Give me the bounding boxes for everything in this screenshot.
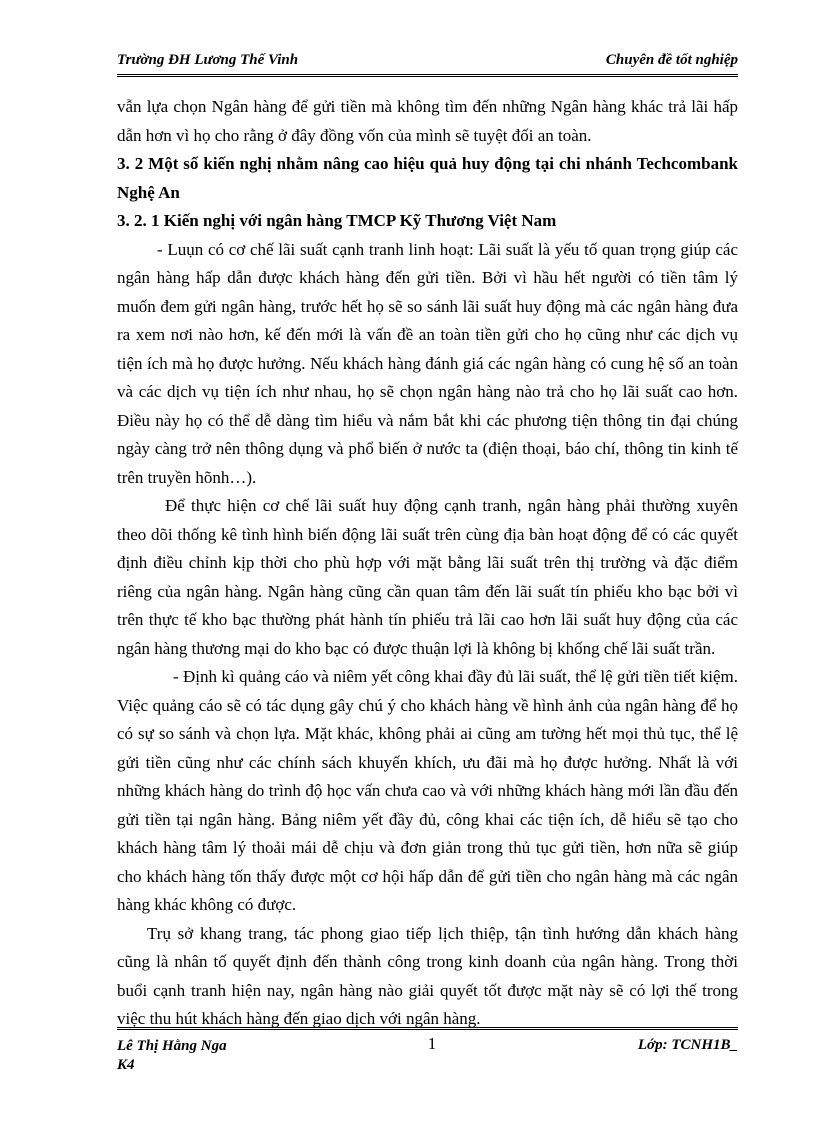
- author-name: Lê Thị Hằng Nga: [117, 1038, 227, 1054]
- paragraph-advertising: - Định kì quảng cáo và niêm yết công khai đầy đủ lãi suất, thể lệ gửi tiền tiết kiệm. Việc quảng cáo sẽ có tác dụng gây chú ý cho khách hàng về hình ảnh của ngân hàng để họ có sự so sánh và chọn lựa. Mặt khác, không phải ai cũng am tường hết mọi thủ tục, thể lệ gửi tiền cũng như các chính sách khuyến khích, ưu đãi mà họ được hưởng. Nhất là với những khách hàng do trình độ học vấn chưa cao và với những khách hàng mới lần đầu đến gửi tiền tại ngân hàng. Bảng niêm yết đầy đủ, công khai các tiện ích, dễ hiểu sẽ tạo cho khách hàng tâm lý thoải mái dễ chịu và đơn giản trong thủ tục gửi tiền, hơn nữa sẽ giúp cho khách hàng tốn thấy được một cơ hội hấp dẫn để gửi tiền cho ngân hàng mà các ngân hàng khác không có được.: [117, 667, 738, 914]
- header-title: Chuyên đề tốt nghiệp: [605, 52, 738, 68]
- page-number: 1: [427, 1034, 437, 1053]
- page-footer: [117, 1034, 738, 1074]
- footer-author: [117, 1037, 227, 1075]
- paragraph-interest-rate: - Luụn có cơ chế lãi suất cạnh tranh linh hoạt: Lãi suất là yếu tố quan trọng giúp các ngân hàng hấp dẫn được khách hàng đến gửi tiền. Bởi vì hầu hết người có tiền tâm lý muốn đem gửi ngân hàng, trước hết họ sẽ so sánh lãi suất huy động mà các ngân hàng đưa ra xem nơi nào hơn, kế đến mới là vấn đề an toàn tiền gửi cho họ cũng như các dịch vụ tiện ích mà họ được hưởng. Nếu khách hàng đánh giá các ngân hàng có cung hệ số an toàn và các dịch vụ tiện ích như nhau, họ sẽ chọn ngân hàng nào trả cho họ lãi suất cao hơn. Điều này họ có thể dễ dàng tìm hiểu và nắm bắt khi các phương tiện thông tin đại chúng ngày càng trở nên thông dụng và phổ biến ở nước ta (điện thoại, báo chí, thông tin kinh tế trên truyền hõnh…).: [117, 239, 738, 487]
- paragraph-headquarters: Trụ sở khang trang, tác phong giao tiếp lịch thiệp, tận tình hướng dẫn khách hàng cũng là nhân tố quyết định đến thành công trong kinh doanh của ngân hàng. Trong thời buổi cạnh tranh hiện nay, ngân hàng nào giải quyết tốt được mặt này sẽ có lợi thế trong việc thu hút khách hàng đến giao dịch với ngân hàng.: [117, 923, 738, 1028]
- section-heading: 3. 2 Một số kiến nghị nhằm nâng cao hiệu quả huy động tại chi nhánh Techcombank Nghệ An: [117, 154, 738, 202]
- header-school: Trường ĐH Lương Thế Vinh: [117, 52, 299, 68]
- footer-class: Lớp: TCNH1B_: [637, 1037, 738, 1053]
- page-header: [117, 50, 738, 72]
- document-body: [117, 93, 738, 1034]
- header-divider: [117, 74, 738, 77]
- paragraph-intro: vẫn lựa chọn Ngân hàng để gửi tiền mà không tìm đến những Ngân hàng khác trả lãi hấp dẫn hơn vì họ cho rằng ở đây đồng vốn của mình sẽ tuyệt đối an toàn.: [117, 97, 738, 145]
- paragraph-competitive-rate: Để thực hiện cơ chế lãi suất huy động cạnh tranh, ngân hàng phải thường xuyên theo dõi thống kê tình hình biến động lãi suất trên cùng địa bàn hoạt động để có các quyết định điều chỉnh kịp thời cho phù hợp với mặt bằng lãi suất trên thị trường và đặc điểm riêng của ngân hàng. Ngân hàng cũng cần quan tâm đến lãi suất tín phiếu kho bạc bởi vì trên thực tế kho bạc thường phát hành tín phiếu trả lãi cao hơn lãi suất huy động của các ngân hàng thương mại do kho bạc có được thuận lợi là không bị khống chế lãi suất trần.: [117, 496, 738, 658]
- footer-divider: [117, 1027, 738, 1030]
- subsection-heading: 3. 2. 1 Kiến nghị với ngân hàng TMCP Kỹ Thương Việt Nam: [117, 211, 557, 230]
- author-cohort: K4: [117, 1057, 135, 1073]
